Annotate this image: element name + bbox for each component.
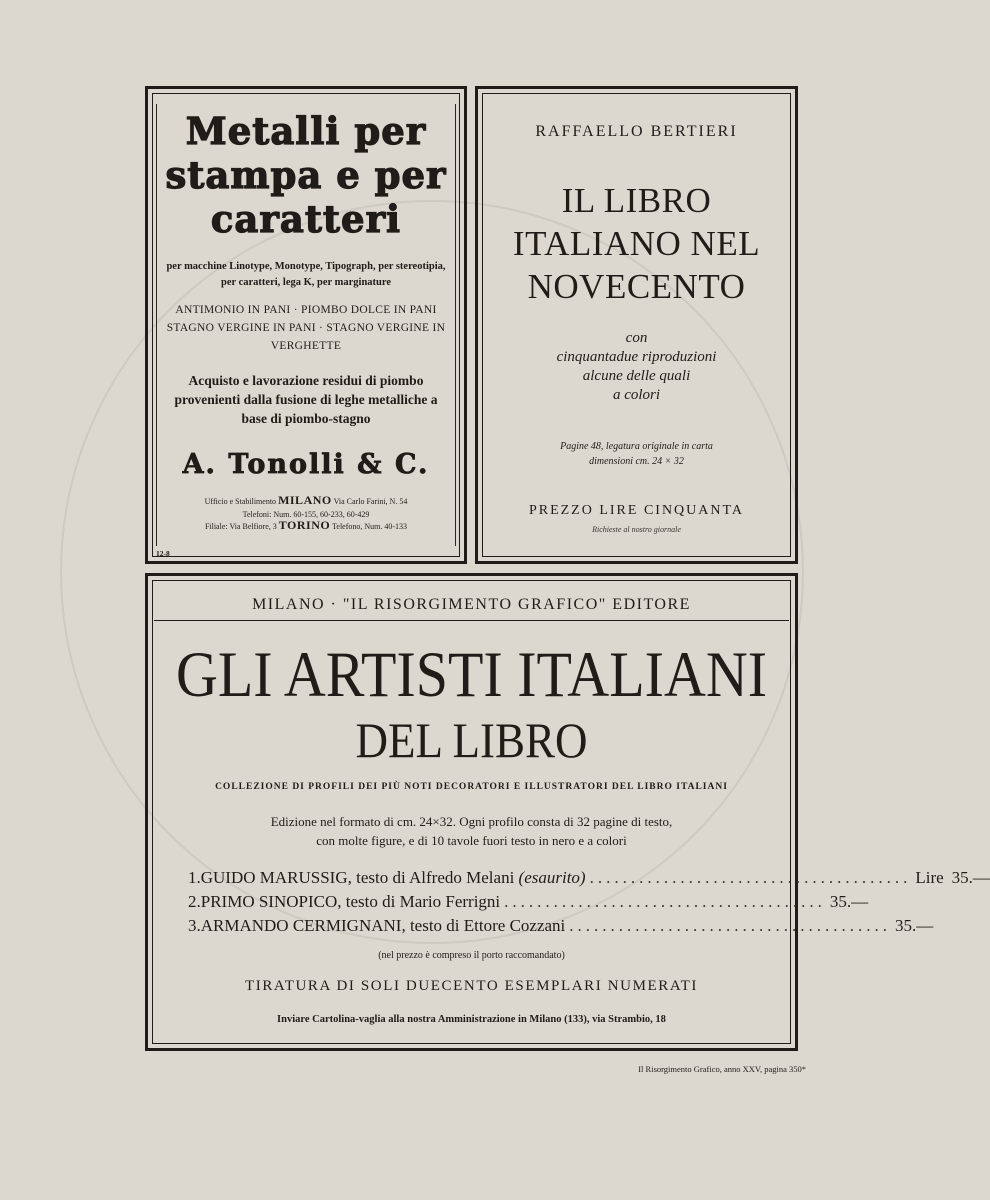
volume-item: 3. ARMANDO CERMIGNANI, testo di Ettore Cozzani ....................................... 35.—	[188, 914, 757, 938]
ad-artisti-publisher: MILANO · "IL RISORGIMENTO GRAFICO" EDITORE	[252, 596, 691, 613]
page-footer: Il Risorgimento Grafico, anno XXV, pagina 350*	[638, 1064, 806, 1074]
ad-artisti	[145, 573, 990, 1051]
ad-tonolli-metals: ANTIMONIO IN PANI · PIOMBO DOLCE IN PANI STAGNO VERGINE IN PANI · STAGNO VERGINE IN VERGHETTE	[166, 304, 446, 352]
ad-tonolli-uses: per macchine Linotype, Monotype, Tipograph, per stereotipia, per caratteri, lega K, per marginature	[166, 261, 446, 288]
volume-item: 1. GUIDO MARUSSIG, testo di Alfredo Melani (esaurito) ....................................... Lire 35.—	[188, 866, 757, 890]
leader-dots: .......................................	[504, 892, 826, 911]
ad-tonolli-company: A. Tonolli & C.	[182, 449, 430, 480]
ad-tonolli-headline: Metalli per stampa e per caratteri	[165, 109, 447, 241]
ad-artisti-send: Inviare Cartolina-vaglia alla nostra Amministrazione in Milano (133), via Strambio, 18	[277, 1014, 666, 1025]
ad-artisti-print-run: TIRATURA DI SOLI DUECENTO ESEMPLARI NUMERATI	[244, 978, 699, 994]
leader-dots: .......................................	[589, 868, 912, 887]
ad-bertieri-price: PREZZO LIRE CINQUANTA	[528, 503, 745, 518]
ad-artisti-edition: Edizione nel formato di cm. 24×32. Ogni profilo consta di 32 pagine di testo, con molte figure, e di 10 tavole fuori testo in nero e a colori	[270, 814, 673, 848]
ad-tonolli-office: Ufficio e Stabilimento MILANO Via Carlo Farini, N. 54 Telefoni: Num. 60-155, 60-233, 60-429	[204, 493, 408, 519]
ad-tonolli	[145, 86, 467, 564]
ad-bertieri	[475, 86, 798, 564]
volume-list	[188, 866, 990, 938]
ad-artisti-title: GLI ARTISTI ITALIANI	[175, 638, 768, 711]
ad-artisti-divider	[154, 620, 789, 621]
ad-tonolli-code: 12-8	[156, 549, 170, 558]
leader-dots: .......................................	[569, 916, 892, 935]
volume-item: 2. PRIMO SINOPICO, testo di Mario Ferrigni ....................................... 35.—	[188, 890, 757, 914]
ad-artisti-postage: (nel prezzo è compreso il porto raccomandato)	[378, 950, 565, 961]
ad-tonolli-purchase: Acquisto e lavorazione residui di piombo provenienti dalla fusione di leghe metalliche a base di piombo-stagno	[174, 373, 438, 426]
decor-rule-left	[156, 104, 157, 546]
ad-bertieri-title: IL LIBRO ITALIANO NEL NOVECENTO	[512, 181, 761, 306]
ad-artisti-subtitle: DEL LIBRO	[355, 713, 588, 769]
ad-bertieri-author: RAFFAELLO BERTIERI	[535, 123, 738, 140]
decor-rule-right	[455, 104, 456, 546]
ad-tonolli-branch: Filiale: Via Belfiore, 3 TORINO Telefono, Num. 40-133	[204, 518, 408, 532]
ad-bertieri-inner-rule	[482, 93, 791, 557]
ad-artisti-collection: COLLEZIONE DI PROFILI DEI PIÙ NOTI DECORATORI E ILLUSTRATORI DEL LIBRO ITALIANI	[215, 782, 728, 792]
ad-bertieri-reproductions: con cinquantadue riproduzioni alcune delle quali a colori	[556, 330, 717, 403]
ad-bertieri-request: Richieste al nostro giornale	[592, 525, 681, 534]
ad-bertieri-specs: Pagine 48, legatura originale in carta dimensioni cm. 24 × 32	[560, 441, 713, 467]
